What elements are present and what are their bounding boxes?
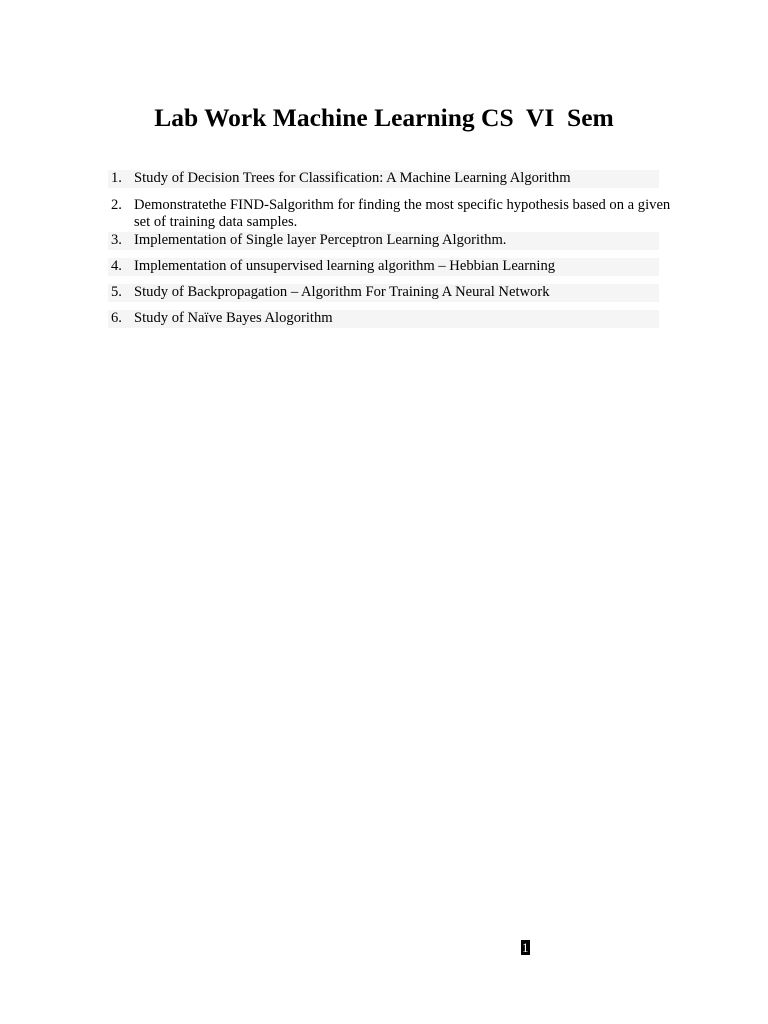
list-item-text: Study of Backpropagation – Algorithm For Training A Neural Network: [134, 284, 550, 300]
list-item-text: Study of Decision Trees for Classification: A Machine Learning Algorithm: [134, 170, 571, 186]
list-item: [108, 232, 659, 250]
list-item-number: 1.: [111, 170, 122, 186]
list-item: [108, 258, 659, 276]
list-item-text: Demonstratethe FIND-Salgorithm for finding the most specific hypothesis based on a given set of training data samples.: [134, 197, 671, 230]
list-item: [108, 170, 659, 188]
page-title: Lab Work Machine Learning CS VI Sem: [154, 103, 614, 132]
list-item: [108, 197, 688, 231]
list-item-number: 2.: [111, 197, 122, 213]
list-item-number: 4.: [111, 258, 122, 274]
list-item-number: 3.: [111, 232, 122, 248]
list-item-text: Study of Naïve Bayes Alogorithm: [134, 310, 333, 326]
list-item-text: Implementation of unsupervised learning algorithm – Hebbian Learning: [134, 258, 556, 274]
list-item-text: Implementation of Single layer Perceptron Learning Algorithm.: [134, 232, 507, 248]
page-number: 1: [522, 940, 529, 955]
list-item: [108, 284, 659, 302]
list-item-number: 6.: [111, 310, 122, 326]
list-item: [108, 310, 659, 328]
list-item-number: 5.: [111, 284, 122, 300]
